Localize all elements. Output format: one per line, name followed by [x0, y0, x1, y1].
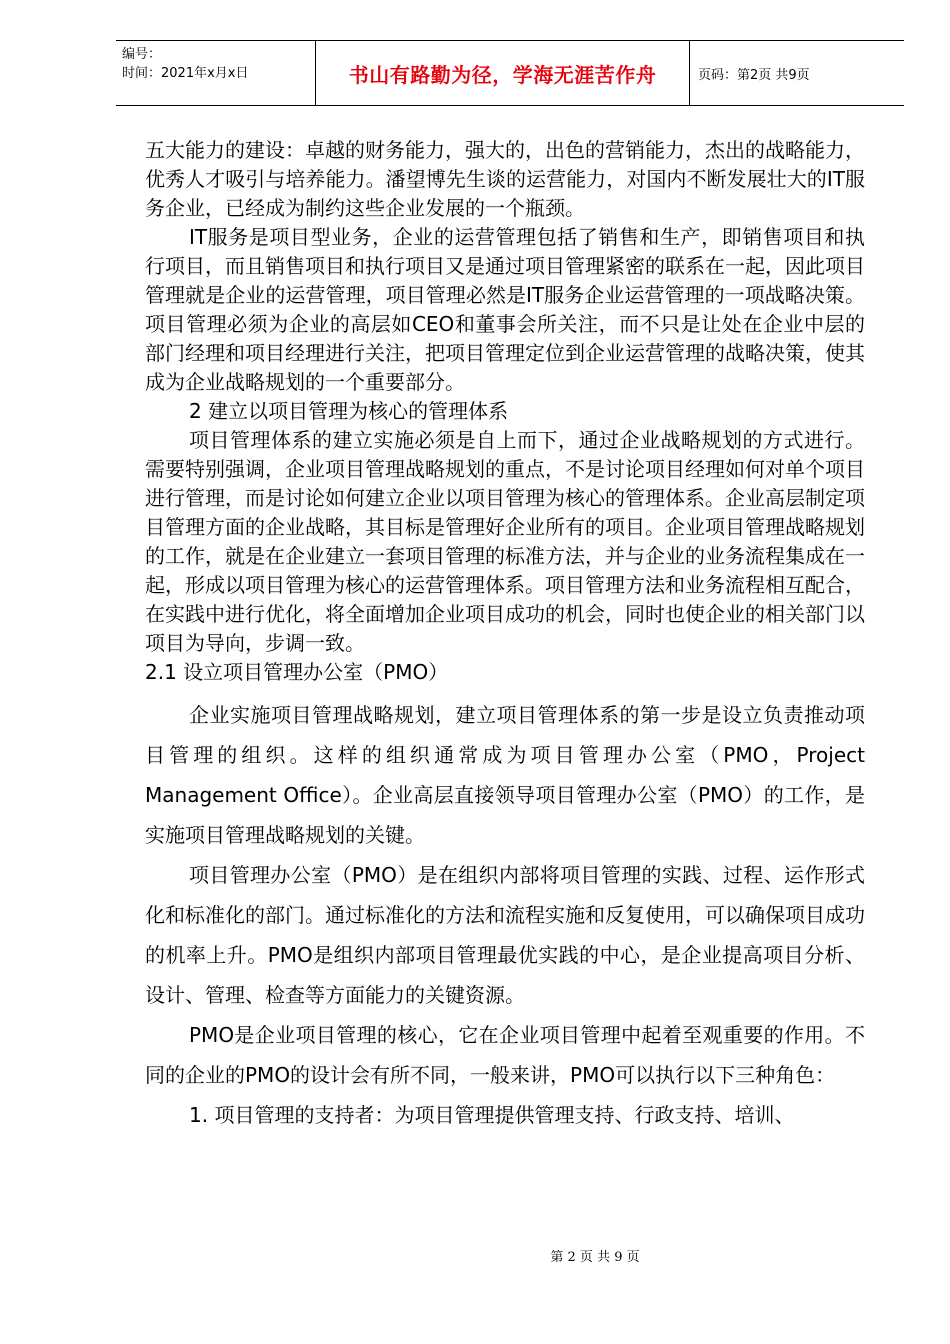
document-body [145, 136, 865, 1135]
paragraph: 企业实施项目管理战略规划，建立项目管理体系的第一步是设立负责推动项目管理的组织。这样的组织通常成为项目管理办公室（PMO，Project Management Office）。企业高层直接领导项目管理办公室（PMO）的工作，是实施项目管理战略规划的关键。 [145, 703, 865, 847]
header-meta [116, 41, 316, 105]
section-heading: 2 建立以项目管理为核心的管理体系 [189, 399, 509, 423]
paragraph: 五大能力的建设：卓越的财务能力，强大的，出色的营销能力，杰出的战略能力，优秀人才吸引与培养能力。潘望博先生谈的运营能力，对国内不断发展壮大的IT服务企业，已经成为制约这些企业发展的一个瓶颈。 [145, 138, 865, 220]
header-motto: 书山有路勤为径，学海无涯苦作舟 [348, 62, 657, 87]
paragraph: IT服务是项目型业务，企业的运营管理包括了销售和生产，即销售项目和执行项目，而且销售项目和执行项目又是通过项目管理紧密的联系在一起，因此项目管理就是企业的运营管理，项目管理必然是IT服务企业运营管理的一项战略决策。项目管理必须为企业的高层如CEO和董事会所关注，而不只是让处在企业中层的部门经理和项目经理进行关注，把项目管理定位到企业运营管理的战略决策，使其成为企业战略规划的一个重要部分。 [145, 225, 865, 394]
paragraph: 项目管理体系的建立实施必须是自上而下，通过企业战略规划的方式进行。需要特别强调，企业项目管理战略规划的重点，不是讨论项目经理如何对单个项目进行管理，而是讨论如何建立企业以项目管理为核心的管理体系。企业高层制定项目管理方面的企业战略，其目标是管理好企业所有的项目。企业项目管理战略规划的工作，就是在企业建立一套项目管理的标准方法，并与企业的业务流程集成在一起，形成以项目管理为核心的运营管理体系。项目管理方法和业务流程相互配合，在实践中进行优化，将全面增加企业项目成功的机会，同时也使企业的相关部门以项目为导向，步调一致。 [145, 428, 865, 655]
document-number: 编号： [122, 47, 162, 62]
page-footer: 第 2 页 共 9 页 [550, 1250, 640, 1265]
list-item: 1. 项目管理的支持者：为项目管理提供管理支持、行政支持、培训、 [189, 1103, 795, 1127]
header-page-info: 页码：第2页 共9页 [698, 67, 810, 83]
paragraph: PMO是企业项目管理的核心，它在企业项目管理中起着至观重要的作用。不同的企业的PMO的设计会有所不同，一般来讲，PMO可以执行以下三种角色： [145, 1023, 865, 1087]
header-motto-cell [316, 41, 690, 105]
paragraph: 项目管理办公室（PMO）是在组织内部将项目管理的实践、过程、运作形式化和标准化的部门。通过标准化的方法和流程实施和反复使用，可以确保项目成功的机率上升。PMO是组织内部项目管理最优实践的中心，是企业提高项目分析、设计、管理、检查等方面能力的关键资源。 [145, 863, 865, 1007]
document-time: 时间：2021年x月x日 [122, 66, 249, 81]
page-header [116, 40, 904, 106]
subsection-heading: 2.1 设立项目管理办公室（PMO） [145, 660, 449, 684]
